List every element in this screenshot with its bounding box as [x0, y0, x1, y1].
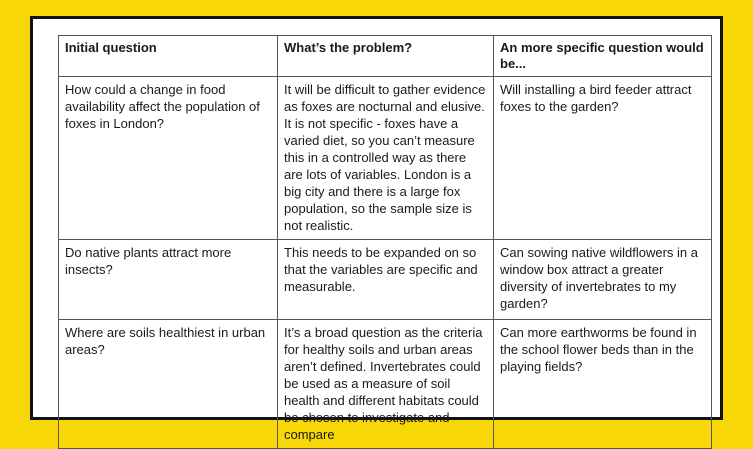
header-specific-question: An more specific question would be...	[494, 36, 712, 77]
cell-problem: It’s a broad question as the criteria for healthy soils and urban areas aren’t defined. Invertebrates could be used as a measure of soil health and different habitats could be chosen to investigate and compare	[278, 320, 494, 449]
table-row	[59, 320, 712, 449]
table-row	[59, 77, 712, 240]
question-table	[58, 35, 712, 449]
cell-problem: It will be difficult to gather evidence as foxes are nocturnal and elusive. It is not specific - foxes have a varied diet, so you can’t measure this in a controlled way as there are lots of variables. London is a big city and there is a large fox population, so the sample size is not realistic.	[278, 77, 494, 240]
table-row	[59, 240, 712, 320]
cell-specific: Can more earthworms be found in the school flower beds than in the playing fields?	[494, 320, 712, 449]
cell-specific: Can sowing native wildflowers in a window box attract a greater diversity of invertebrates to my garden?	[494, 240, 712, 320]
cell-initial: Where are soils healthiest in urban areas?	[59, 320, 278, 449]
header-initial-question: Initial question	[59, 36, 278, 77]
cell-specific: Will installing a bird feeder attract foxes to the garden?	[494, 77, 712, 240]
cell-problem: This needs to be expanded on so that the variables are specific and measurable.	[278, 240, 494, 320]
cell-initial: Do native plants attract more insects?	[59, 240, 278, 320]
question-table-wrapper	[58, 35, 711, 449]
table-header-row	[59, 36, 712, 77]
cell-initial: How could a change in food availability affect the population of foxes in London?	[59, 77, 278, 240]
header-problem: What’s the problem?	[278, 36, 494, 77]
document-frame	[30, 16, 723, 442]
